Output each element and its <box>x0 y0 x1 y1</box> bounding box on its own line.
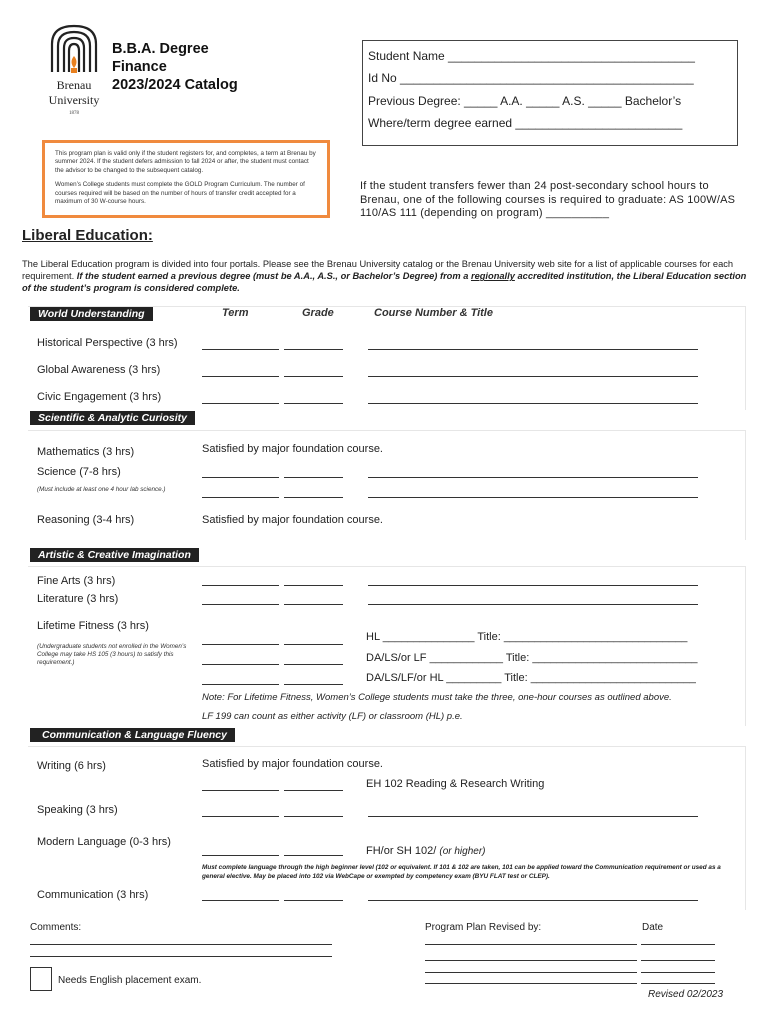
term-blank[interactable] <box>202 855 279 856</box>
grade-blank[interactable] <box>284 900 343 901</box>
lf-course-line[interactable]: DA/LS/or LF ____________ Title: ___________________________ <box>366 652 698 664</box>
grade-blank[interactable] <box>284 855 343 856</box>
writing-note: Satisfied by major foundation course. <box>202 758 383 770</box>
term-blank[interactable] <box>202 644 279 645</box>
writing-label: Writing (6 hrs) <box>37 760 106 772</box>
course-blank[interactable] <box>368 497 698 498</box>
communication-label: Communication (3 hrs) <box>37 889 149 901</box>
course-blank[interactable] <box>368 585 698 586</box>
student-info-box <box>362 40 738 146</box>
comments-line[interactable] <box>30 956 332 957</box>
course-blank[interactable] <box>368 477 698 478</box>
date-line[interactable] <box>641 983 715 984</box>
catalog-title: 2023/2024 Catalog <box>112 77 238 93</box>
student-name-field[interactable]: Student Name _____________________________________ <box>368 49 695 63</box>
lifetime-fitness-note: (Undergraduate students not enrolled in the Women’s College may take HS 105 (3 hours) to satisfy this requirement.) <box>37 643 187 666</box>
degree-title: B.B.A. Degree <box>112 41 209 57</box>
grade-blank[interactable] <box>284 477 343 478</box>
intro-bold-underlined: regionally <box>470 271 515 282</box>
speaking-label: Speaking (3 hrs) <box>37 804 118 816</box>
fh-or-higher: (or higher) <box>439 846 486 857</box>
grade-blank[interactable] <box>284 585 343 586</box>
course-blank[interactable] <box>368 403 698 404</box>
revised-date: Revised 02/2023 <box>648 989 724 1000</box>
grade-blank[interactable] <box>284 816 343 817</box>
liberal-education-heading: Liberal Education: <box>22 227 153 244</box>
english-placement-label: Needs English placement exam. <box>58 975 202 986</box>
grade-blank[interactable] <box>284 790 343 791</box>
lifetime-fitness-label: Lifetime Fitness (3 hrs) <box>37 620 149 632</box>
grade-blank[interactable] <box>284 644 343 645</box>
term-blank[interactable] <box>202 403 279 404</box>
hl2-course-line[interactable]: DA/LS/LF/or HL _________ Title: ___________________________ <box>366 672 696 684</box>
fh-course <box>366 845 486 857</box>
artistic-imagination-title: Artistic & Creative Imagination <box>30 548 199 562</box>
modern-language-label: Modern Language (0-3 hrs) <box>37 836 171 848</box>
grade-blank[interactable] <box>284 664 343 665</box>
term-blank[interactable] <box>202 790 279 791</box>
world-understanding-title: World Understanding <box>30 307 153 321</box>
revised-by-line[interactable] <box>425 983 637 984</box>
course-blank[interactable] <box>368 349 698 350</box>
term-blank[interactable] <box>202 349 279 350</box>
mathematics-note: Satisfied by major foundation course. <box>202 443 383 455</box>
term-blank[interactable] <box>202 900 279 901</box>
term-blank[interactable] <box>202 376 279 377</box>
term-blank[interactable] <box>202 816 279 817</box>
comments-line[interactable] <box>30 944 332 945</box>
intro-bold-2: accredited institution, the Liberal Education section of the student’s program is considered complete. <box>22 271 747 294</box>
column-term: Term <box>222 307 249 319</box>
course-blank[interactable] <box>368 604 698 605</box>
lifetime-fitness-note-2: LF 199 can count as either activity (LF) or classroom (HL) p.e. <box>202 711 463 722</box>
fh-course-code: FH/or SH 102/ <box>366 845 437 857</box>
revised-by-label: Program Plan Revised by: <box>425 922 542 933</box>
grade-blank[interactable] <box>284 403 343 404</box>
validity-para-1: This program plan is valid only if the student registers for, and completes, a term at Brenau by summer 2024. If the student defers admission to fall 2024 or after, the student must contact the advisor to be changed to the subsequent catalog. <box>55 150 316 174</box>
course-blank[interactable] <box>368 376 698 377</box>
liberal-education-intro <box>22 258 750 295</box>
scientific-section <box>28 430 746 540</box>
grade-blank[interactable] <box>284 497 343 498</box>
language-requirement-note: Must complete language through the high beginner level (102 or equivalent. If 101 & 102 are taken, 101 can be applied toward the Communication requirement or used as a general elective. May be placed into 102 via WebCape or exempted by competency exam (BYU FLAT test or CLEP). <box>202 864 721 880</box>
degree-earned-field[interactable]: Where/term degree earned _________________________ <box>368 116 683 131</box>
term-blank[interactable] <box>202 585 279 586</box>
term-blank[interactable] <box>202 684 279 685</box>
date-label: Date <box>642 922 664 933</box>
date-line[interactable] <box>641 960 715 961</box>
term-blank[interactable] <box>202 664 279 665</box>
logo-text-line1: Brenau <box>56 78 92 92</box>
english-placement-checkbox[interactable] <box>30 967 52 991</box>
reasoning-label: Reasoning (3-4 hrs) <box>37 514 135 526</box>
hl-course-line[interactable]: HL _______________ Title: ______________________________ <box>366 631 688 643</box>
science-label: Science (7-8 hrs) <box>37 466 121 478</box>
communication-section <box>28 746 746 910</box>
revised-by-line[interactable] <box>425 944 637 945</box>
communication-fluency-title: Communication & Language Fluency <box>30 728 235 742</box>
date-line[interactable] <box>641 972 715 973</box>
historical-perspective-label: Historical Perspective (3 hrs) <box>37 337 178 349</box>
literature-label: Literature (3 hrs) <box>37 593 119 605</box>
grade-blank[interactable] <box>284 684 343 685</box>
column-course: Course Number & Title <box>374 307 493 319</box>
course-blank[interactable] <box>368 816 698 817</box>
fine-arts-label: Fine Arts (3 hrs) <box>37 575 116 587</box>
revised-by-line[interactable] <box>425 972 637 973</box>
civic-engagement-label: Civic Engagement (3 hrs) <box>37 391 162 403</box>
term-blank[interactable] <box>202 497 279 498</box>
logo-year: 1878 <box>69 111 79 116</box>
validity-notice-box <box>42 140 330 218</box>
column-grade: Grade <box>302 307 334 319</box>
comments-label: Comments: <box>30 922 82 933</box>
term-blank[interactable] <box>202 604 279 605</box>
grade-blank[interactable] <box>284 604 343 605</box>
science-lab-note: (Must include at least one 4 hour lab science.) <box>37 486 166 493</box>
previous-degree-field[interactable]: Previous Degree: _____ A.A. _____ A.S. _____ Bachelor’s <box>368 93 682 108</box>
eh102-course: EH 102 Reading & Research Writing <box>366 778 545 790</box>
validity-para-2: Women’s College students must complete the GOLD Program Curriculum. The number of courses required will be based on the number of hours of transfer credit accepted for a maximum of 30 W-course hours. <box>55 181 305 206</box>
course-blank[interactable] <box>368 900 698 901</box>
grade-blank[interactable] <box>284 376 343 377</box>
major-title: Finance <box>112 59 167 75</box>
reasoning-note: Satisfied by major foundation course. <box>202 514 383 526</box>
global-awareness-label: Global Awareness (3 hrs) <box>37 364 161 376</box>
date-line[interactable] <box>641 944 715 945</box>
revised-by-line[interactable] <box>425 960 637 961</box>
mathematics-label: Mathematics (3 hrs) <box>37 446 135 458</box>
intro-plain: The Liberal Education program is divided into four portals. Please see the Brenau University catalog or the Brenau University web site for a list of applicable courses for each requirement. <box>22 259 734 282</box>
term-blank[interactable] <box>202 477 279 478</box>
intro-bold-1: If the student earned a previous degree (must be A.A., A.S., or Bachelor’s Degree) from a <box>76 271 471 282</box>
transfer-note: If the student transfers fewer than 24 post-secondary school hours to Brenau, one of the following courses is required to graduate: AS 100W/AS 110/AS 111 (depending on program) __________ <box>360 180 736 219</box>
brenau-logo <box>40 22 108 120</box>
lifetime-fitness-note-1: Note: For Lifetime Fitness, Women’s College students must take the three, one-hour courses as outlined above. <box>202 692 672 703</box>
grade-blank[interactable] <box>284 349 343 350</box>
student-id-field[interactable]: Id No ____________________________________________ <box>368 71 694 86</box>
program-heading <box>112 40 238 94</box>
scientific-curiosity-title: Scientific & Analytic Curiosity <box>30 411 195 425</box>
logo-text-line2: University <box>48 93 100 107</box>
